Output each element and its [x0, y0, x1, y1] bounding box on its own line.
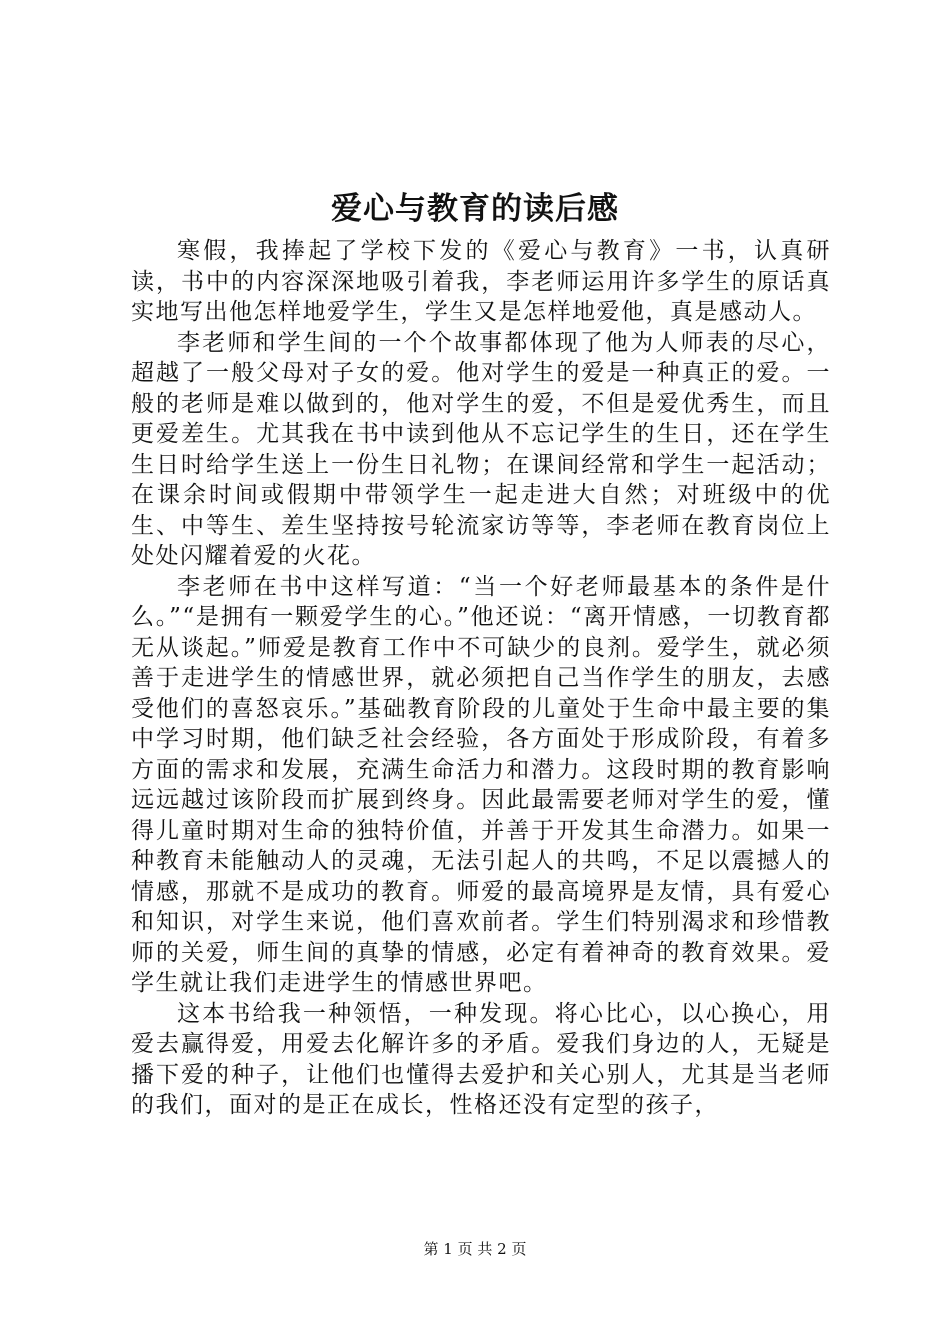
paragraph: 寒假，我捧起了学校下发的《爱心与教育》一书，认真研读，书中的内容深深地吸引着我，李老师运用许多学生的原话真实地写出他怎样地爱学生，学生又是怎样地爱他，真是感动人。 [131, 238, 831, 325]
document-title: 爱心与教育的读后感 [331, 191, 619, 227]
page-number-footer: 第 1 页 共 2 页 [423, 1240, 527, 1258]
paragraph: 李老师和学生间的一个个故事都体现了他为人师表的尽心，超越了一般父母对子女的爱。他对学生的爱是一种真正的爱。一般的老师是难以做到的，他对学生的爱，不但是爱优秀生，而且更爱差生。尤其我在书中读到他从不忘记学生的生日，还在学生生日时给学生送上一份生日礼物；在课间经常和学生一起活动；在课余时间或假期中带领学生一起走进大自然；对班级中的优生、中等生、差生坚持按号轮流家访等等，李老师在教育岗位上处处闪耀着爱的火花。 [131, 329, 831, 569]
paragraph: 这本书给我一种领悟，一种发现。将心比心，以心换心，用爱去赢得爱，用爱去化解许多的矛盾。爱我们身边的人，无疑是播下爱的种子，让他们也懂得去爱护和关心别人，尤其是当老师的我们，面对的是正在成长，性格还没有定型的孩子， [131, 1000, 831, 1118]
document-body [131, 236, 831, 1121]
paragraph: 李老师在书中这样写道：“当一个好老师最基本的条件是什么。”“是拥有一颗爱学生的心。”他还说：“离开情感，一切教育都无从谈起。”师爱是教育工作中不可缺少的良剂。爱学生，就必须善于走进学生的情感世界，就必须把自己当作学生的朋友，去感受他们的喜怒哀乐。”基础教育阶段的儿童处于生命中最主要的集中学习时期，他们缺乏社会经验，各方面处于形成阶段，有着多方面的需求和发展，充满生命活力和潜力。这段时期的教育影响远远越过该阶段而扩展到终身。因此最需要老师对学生的爱，懂得儿童时期对生命的独特价值，并善于开发其生命潜力。如果一种教育未能触动人的灵魂，无法引起人的共鸣，不足以震撼人的情感，那就不是成功的教育。师爱的最高境界是友情，具有爱心和知识，对学生来说，他们喜欢前者。学生们特别渴求和珍惜教师的关爱，师生间的真挚的情感，必定有着神奇的教育效果。爱学生就让我们走进学生的情感世界吧。 [131, 573, 831, 996]
